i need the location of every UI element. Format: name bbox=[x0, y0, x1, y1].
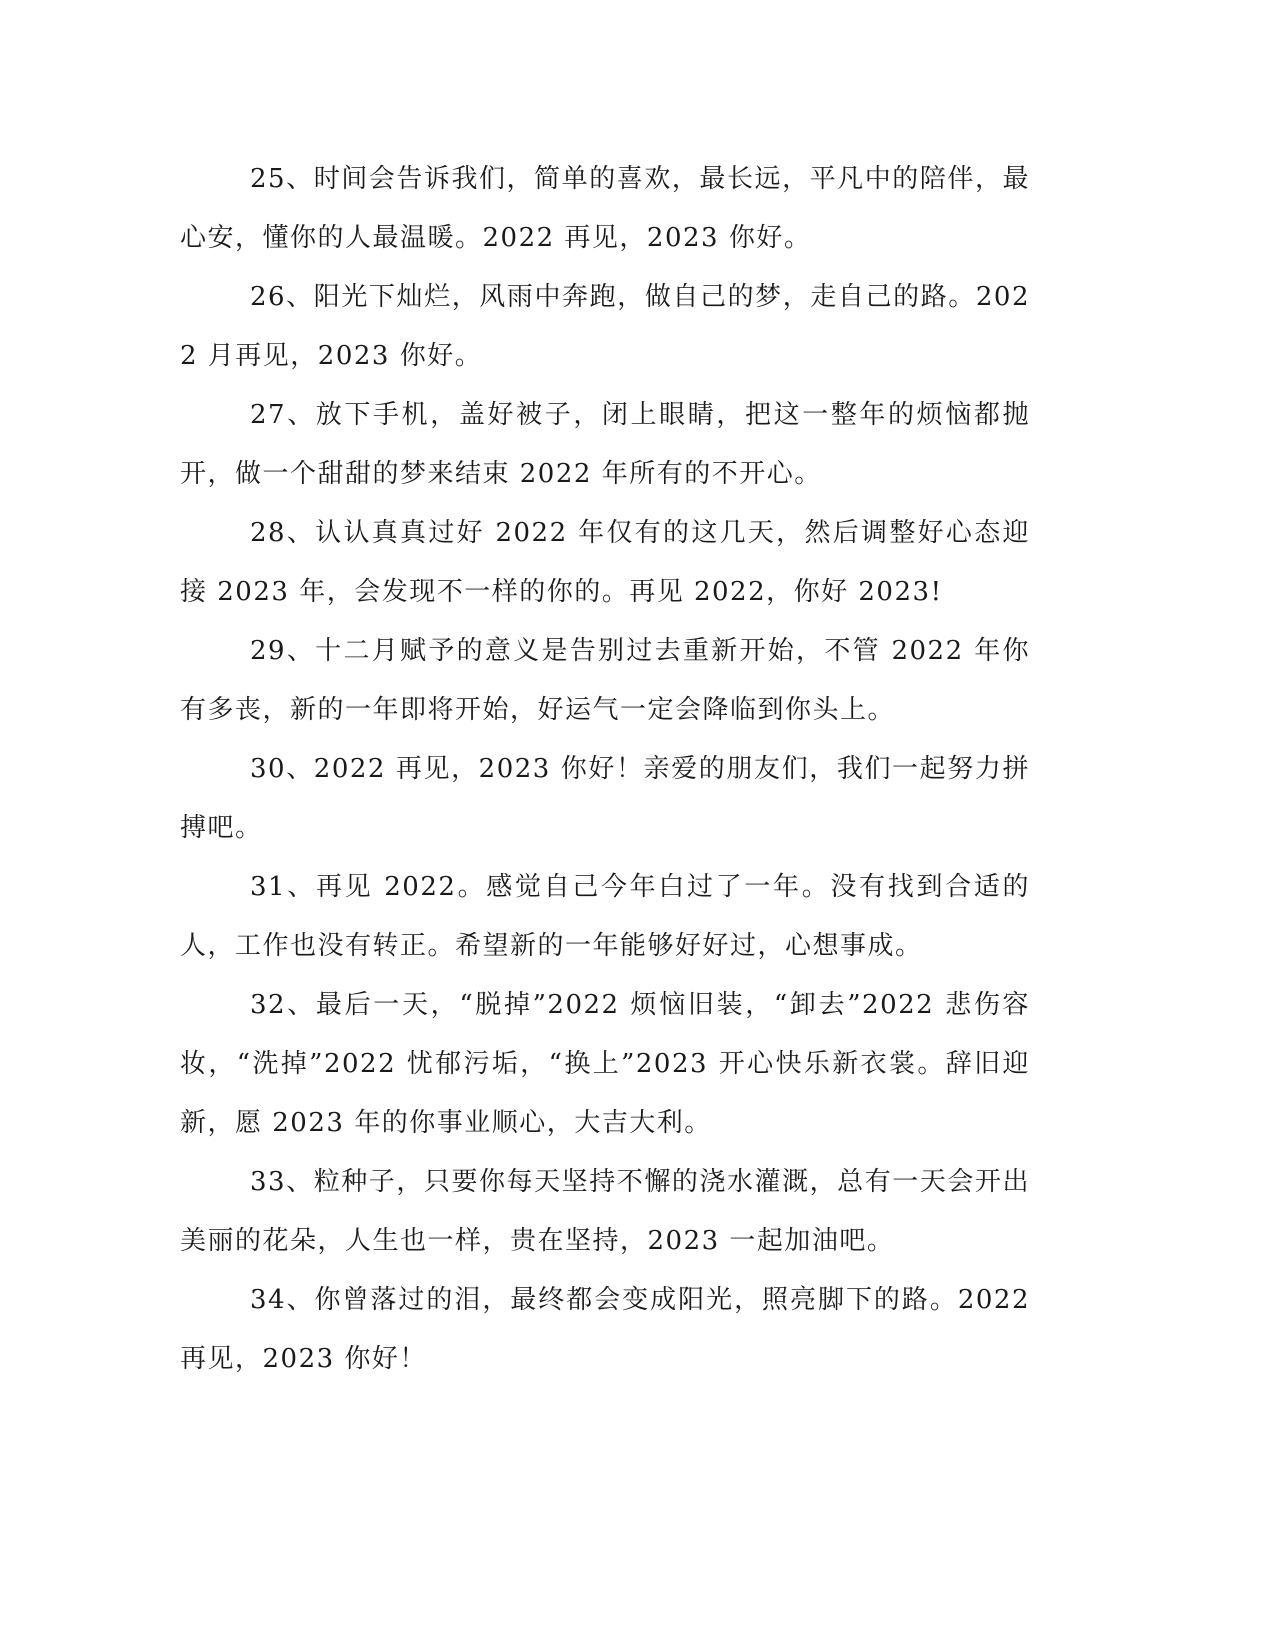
paragraph-33: 33、粒种子，只要你每天坚持不懈的浇水灌溉，总有一天会开出美丽的花朵，人生也一样，贵在坚持，2023 一起加油吧。 bbox=[180, 1167, 1030, 1256]
paragraph-25: 25、时间会告诉我们，简单的喜欢，最长远，平凡中的陪伴，最心安，懂你的人最温暖。2022 再见，2023 你好。 bbox=[180, 164, 1030, 253]
paragraph-26: 26、阳光下灿烂，风雨中奔跑，做自己的梦，走自己的路。2022 月再见，2023 你好。 bbox=[180, 282, 1030, 371]
paragraph-31: 31、再见 2022。感觉自己今年白过了一年。没有找到合适的人，工作也没有转正。希望新的一年能够好好过，心想事成。 bbox=[180, 872, 1030, 961]
document-body bbox=[180, 150, 1030, 1389]
paragraph-34: 34、你曾落过的泪，最终都会变成阳光，照亮脚下的路。2022 再见，2023 你好！ bbox=[180, 1285, 1030, 1374]
paragraph-28: 28、认认真真过好 2022 年仅有的这几天，然后调整好心态迎接 2023 年，会发现不一样的你的。再见 2022，你好 2023! bbox=[180, 518, 1030, 607]
paragraph-29: 29、十二月赋予的意义是告别过去重新开始，不管 2022 年你有多丧，新的一年即将开始，好运气一定会降临到你头上。 bbox=[180, 636, 1030, 725]
paragraph-32: 32、最后一天，“脱掉”2022 烦恼旧装，“卸去”2022 悲伤容妆，“洗掉”2022 忧郁污垢，“换上”2023 开心快乐新衣裳。辞旧迎新，愿 2023 年的你事业顺心，大吉大利。 bbox=[180, 990, 1030, 1138]
paragraph-27: 27、放下手机，盖好被子，闭上眼睛，把这一整年的烦恼都抛开，做一个甜甜的梦来结束 2022 年所有的不开心。 bbox=[180, 400, 1030, 489]
paragraph-30: 30、2022 再见，2023 你好！亲爱的朋友们，我们一起努力拼搏吧。 bbox=[180, 754, 1030, 843]
